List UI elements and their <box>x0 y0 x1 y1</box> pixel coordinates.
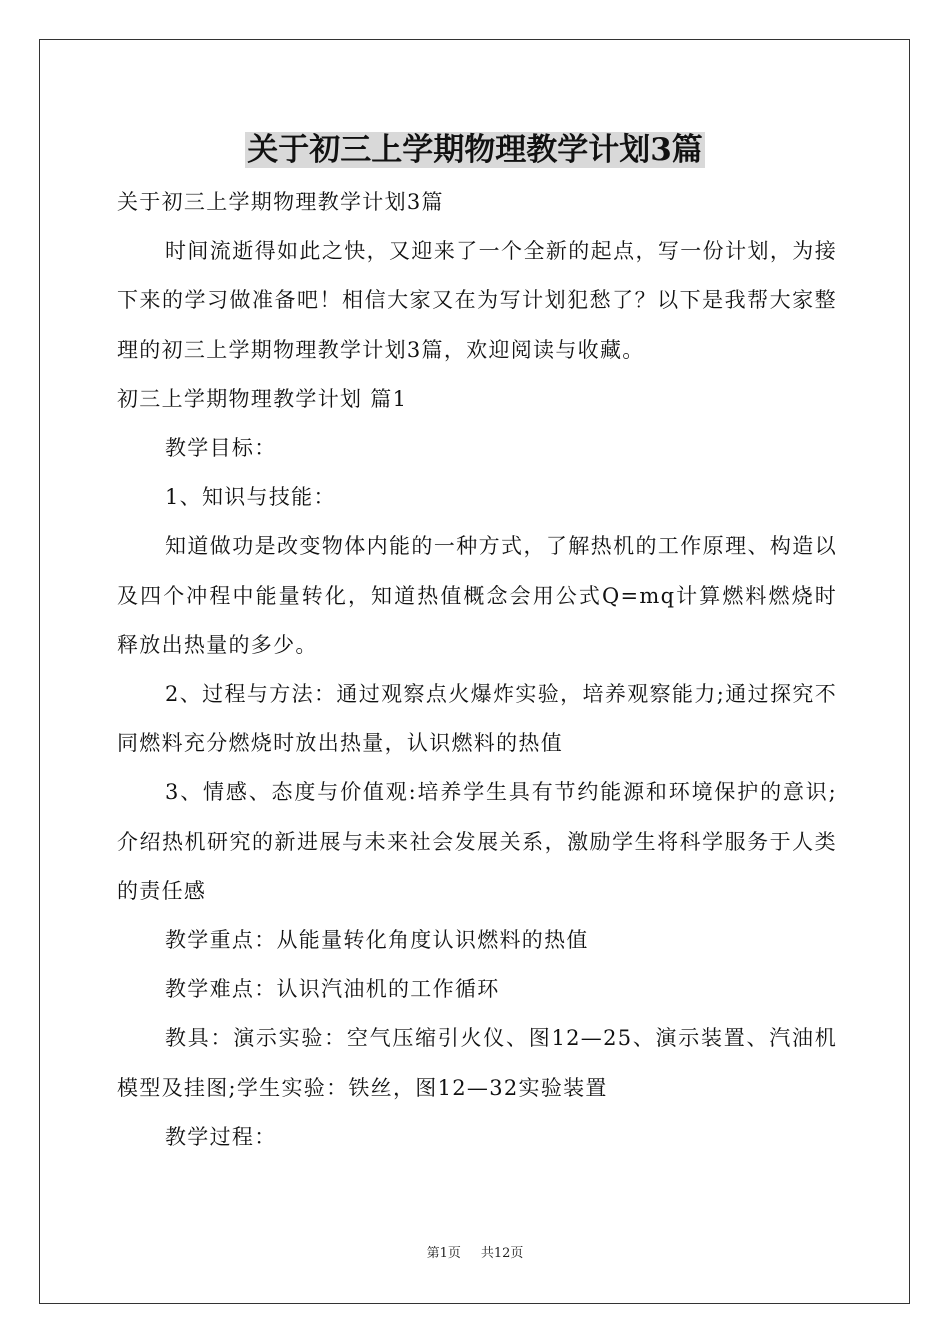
page-footer <box>0 1244 950 1264</box>
paragraph: 时间流逝得如此之快，又迎来了一个全新的起点，写一份计划，为接下来的学习做准备吧！相信大家又在为写计划犯愁了？以下是我帮大家整理的初三上学期物理教学计划3篇，欢迎阅读与收藏。 <box>117 239 837 362</box>
paragraph: 知道做功是改变物体内能的一种方式，了解热机的工作原理、构造以及四个冲程中能量转化，知道热值概念会用公式Q=mq计算燃料燃烧时释放出热量的多少。 <box>117 534 837 657</box>
paragraph: 关于初三上学期物理教学计划3篇 <box>117 190 444 214</box>
paragraph: 教学目标： <box>165 436 277 461</box>
page-number: 第1页 <box>426 1246 461 1261</box>
document-body <box>117 178 837 1162</box>
paragraph: 1、知识与技能： <box>165 485 336 510</box>
paragraph: 教学难点：认识汽油机的工作循环 <box>165 977 500 1002</box>
paragraph: 教学过程： <box>165 1124 277 1149</box>
paragraph: 2、过程与方法：通过观察点火爆炸实验，培养观察能力;通过探究不同燃料充分燃烧时放出热量，认识燃料的热值 <box>117 682 837 756</box>
document-title-text: 关于初三上学期物理教学计划3篇 <box>247 132 703 168</box>
section-heading: 初三上学期物理教学计划 篇1 <box>117 386 408 411</box>
paragraph: 教学重点：从能量转化角度认识燃料的热值 <box>165 928 589 953</box>
paragraph: 教具：演示实验：空气压缩引火仪、图12—25、演示装置、汽油机模型及挂图;学生实验：铁丝，图12—32实验装置 <box>117 1026 837 1100</box>
document-title <box>0 128 950 172</box>
paragraph: 3、情感、态度与价值观:培养学生具有节约能源和环境保护的意识;介绍热机研究的新进展与未来社会发展关系，激励学生将科学服务于人类的责任感 <box>117 780 837 903</box>
page-total: 共12页 <box>480 1246 524 1261</box>
